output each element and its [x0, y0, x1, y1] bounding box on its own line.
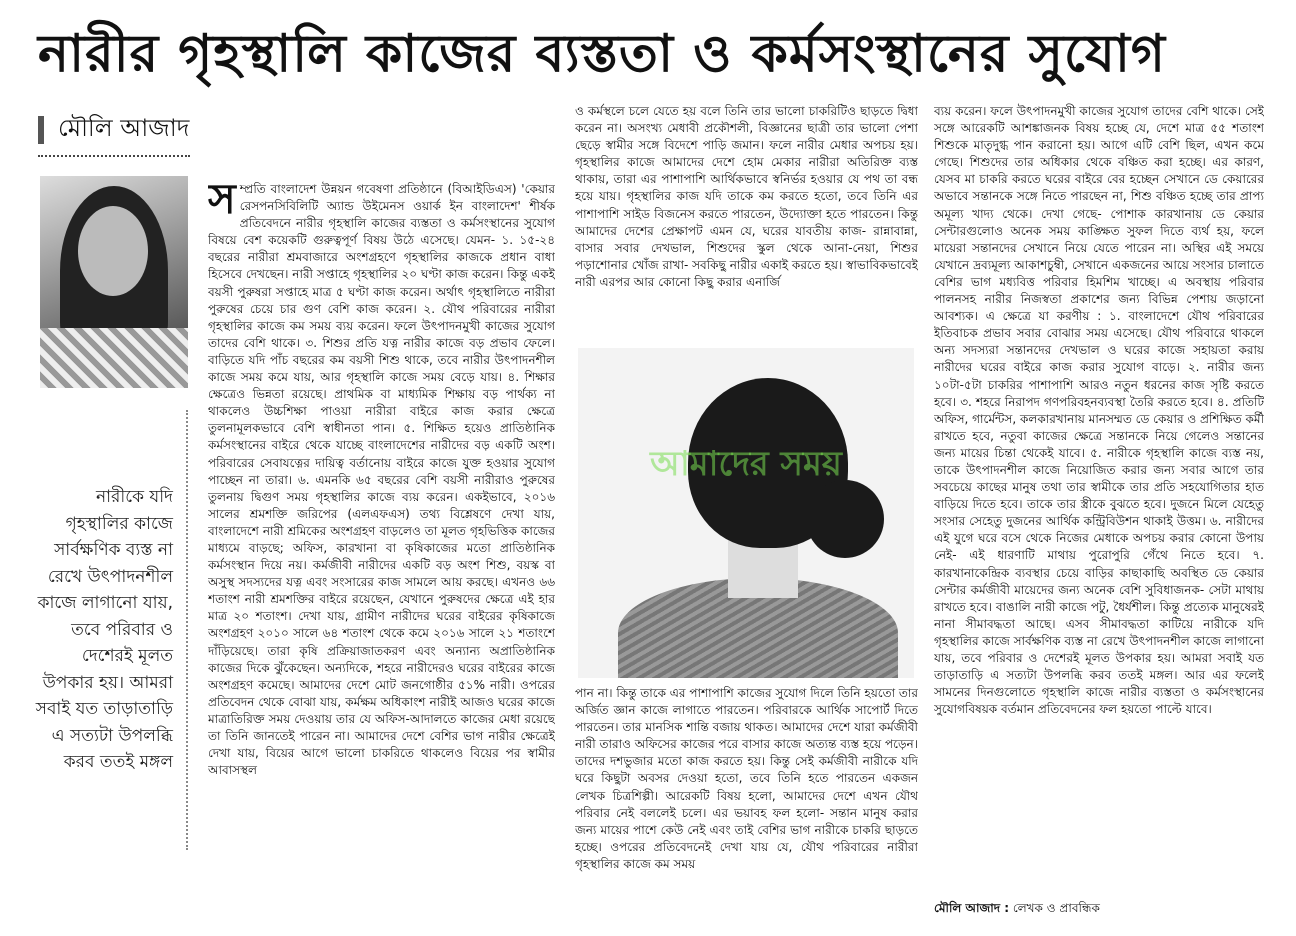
drop-cap: স — [208, 181, 236, 223]
article-text-1: ম্প্রতি বাংলাদেশ উন্নয়ন গবেষণা প্রতিষ্ঠানে (বিআইডিএস) 'কেয়ার রেসপনসিবিলিটি অ্যান্ড উইমেনস ওয়ার্ক ইন বাংলাদেশ' শীর্ষক প্রতিবেদনে নারীর গৃহস্থালি কাজের ব্যস্ততা ও কর্মসংস্থানের সুযোগ বিষয়ে বেশ কয়েকটি গুরুত্বপূর্ণ বিষয় উঠে এসেছে। যেমন- ১. ১৫-২৪ বছরের নারীরা শ্রমবাজারে অংশগ্রহণে গৃহস্থালির কাজকে প্রধান বাধা হিসেবে দেখছেন। নারী সপ্তাহে গৃহস্থালির ২০ ঘণ্টা কাজ করেন। কিন্তু একই বয়সী পুরুষরা সপ্তাহে মাত্র ৫ ঘণ্টা কাজ করেন। অর্থাৎ গৃহস্থালিতে নারীরা পুরুষের চেয়ে চার গুণ বেশি কাজ করেন। ২. যৌথ পরিবারের নারীরা গৃহস্থালির কাজে কম সময় ব্যয় করেন। ফলে উৎপাদনমুখী কাজের সুযোগ তাদের বেশি থাকে। ৩. শিশুর প্রতি যত্ন নারীর কাজে বড় প্রভাব ফেলে। বাড়িতে যদি পাঁচ বছরের কম বয়সী শিশু থাকে, তবে নারীর উৎপাদনশীল কাজে সময় কমে যায়, আর গৃহস্থালি কাজে সময় বেড়ে যায়। ৪. শিক্ষার ক্ষেত্রেও ভিন্নতা রয়েছে। প্রাথমিক বা মাধ্যমিক শিক্ষায় বড় পার্থক্য না থাকলেও উচ্চশিক্ষা পাওয়া নারীরা বাইরে কাজ করার ক্ষেত্রে তুলনামূলকভাবে বেশি স্বাধীনতা পান। ৫. শিক্ষিত হয়েও প্রাতিষ্ঠানিক কর্মসংস্থানের বাইরে থেকে যাচ্ছে বাংলাদেশের নারীদের বড় একটি অংশ। পরিবারের সেবাযত্নের দায়িত্ব বর্তানোয় বাইরে কাজে যুক্ত হওয়ার সুযোগ পাচ্ছেন না তারা। ৬. এমনকি ৬৫ বছরের বেশি বয়সী নারীরাও পুরুষের তুলনায় দ্বিগুণ সময় গৃহস্থালির কাজে ব্যয় করেন। একইভাবে, ২০১৬ সালের শ্রমশক্তি জরিপের (এলএফএস) তথ্য বিশ্লেষণে দেখা যায়, বাংলাদেশে নারী শ্রমিকের অংশগ্রহণ বাড়লেও তা মূলত গৃহভিত্তিক কাজের মাধ্যমে বাড়ছে; অফিস, কারখানা বা কৃষিকাজের মতো প্রাতিষ্ঠানিক কর্মসংস্থান দিয়ে নয়। কর্মজীবী নারীদের একটি বড় অংশ শিশু, বয়স্ক বা অসুস্থ সদস্যদের যত্ন এবং সংসারের কাজ সামলে আয় করছে। এখনও ৬৬ শতাংশ নারী শ্রমশক্তির বাইরে রয়েছেন, যেখানে পুরুষদের ক্ষেত্রে এই হার মাত্র ২০ শতাংশ। দেখা যায়, গ্রামীণ নারীদের ঘরের বাইরের কৃষিকাজে অংশগ্রহণ ২০১০ সালে ৬৪ শতাংশ থেকে কমে ২০১৬ সালে ২১ শতাংশে দাঁড়িয়েছে। তারা কৃষি প্রক্রিয়াজাতকরণ এবং অন্যান্য অপ্রাতিষ্ঠানিক কাজের দিকে ঝুঁকেছেন। অন্যদিকে, শহরে নারীদেরও ঘরের বাইরের কাজে অংশগ্রহণ কমেছে। আমাদের দেশে মোট জনগোষ্ঠীর ৫১% নারী। ওপরের প্রতিবেদন থেকে বোঝা যায়, কর্মক্ষম অধিকাংশ নারীই আজও ঘরের কাজে মাত্রাতিরিক্ত সময় দেওয়ায় তার যে অফিস-আদালতে কাজের মেধা রয়েছে তা তিনি জানতেই পারেন না। আমাদের দেশে বেশির ভাগ নারীর ক্ষেত্রেই দেখা যায়, বিয়ের আগে ভালো চাকরিতে থাকলেও বিয়ের পর স্বামীর আবাসস্থল — [208, 182, 555, 778]
pull-quote: নারীকে যদি গৃহস্থালির কাজে সার্বক্ষণিক ব্যস্ত না রেখে উৎপাদনশীল কাজে লাগানো যায়, তবে পরিবার ও দেশেরই মূলত উপকার হয়। আমরা সবাই যত তাড়াতাড়ি এ সত্যটা উপলব্ধি করব ততই মঙ্গল — [35, 487, 173, 772]
byline-author: মৌলি আজাদ — [58, 114, 190, 142]
article-text-2a: ও কর্মস্থলে চলে যেতে হয় বলে তিনি তার ভালো চাকরিটিও ছাড়তে দ্বিধা করেন না। অসংখ্য মেধাবী প্রকৌশলী, বিজ্ঞানের ছাত্রী তার ভালো পেশা ছেড়ে স্বামীর সঙ্গে বিদেশে পাড়ি জমান। ফলে নারীর মেধার অপচয় হয়। গৃহস্থালির কাজে আমাদের দেশে হোম মেকার নারীরা অতিরিক্ত ব্যস্ত থাকায়, তারা এর পাশাপাশি আর্থিকভাবে স্বনির্ভর হওয়ার যে পথ তা বন্ধ হয়ে যায়। গৃহস্থালির কাজ যদি তাকে কম করতে হতো, তবে তিনি এর পাশাপাশি সাইড বিজনেস করতে পারতেন, উদ্যোক্তা হতে পারতেন। কিন্তু আমাদের দেশের প্রেক্ষাপট এমন যে, ঘরের যাবতীয় কাজ- রান্নাবান্না, বাসার সবার দেখভাল, শিশুদের স্কুল থেকে আনা-নেয়া, শিশুর পড়াশোনার খোঁজ রাখা- সবকিছু নারীর একাই করতে হয়। স্বাভাবিকভাবেই নারী এরপর আর কোনো কিছু করার এনার্জি — [575, 104, 918, 289]
watermark: আমাদের সময় — [650, 444, 842, 484]
divider — [38, 155, 190, 157]
article-column-1 — [208, 181, 555, 931]
author-note-role: লেখক ও প্রাবন্ধিক — [1012, 901, 1100, 915]
pull-quote-border — [186, 410, 188, 850]
headline: নারীর গৃহস্থালি কাজের ব্যস্ততা ও কর্মসংস্থানের সুযোগ — [38, 24, 1166, 84]
author-note — [934, 900, 1100, 920]
illustration — [578, 348, 914, 678]
article-text-3: ব্যয় করেন। ফলে উৎপাদনমুখী কাজের সুযোগ তাদের বেশি থাকে। সেই সঙ্গে আরেকটি আশঙ্কাজনক বিষয় হচ্ছে যে, দেশে মাত্র ৫৫ শতাংশ শিশুকে মাতৃদুগ্ধ পান করানো হয়। আগে এটি বেশি ছিল, এখন কমে গেছে। শিশুদের তার অধিকার থেকে বঞ্চিত করা হচ্ছে। এর কারণ, যেসব মা চাকরি করতে ঘরের বাইরে বের হচ্ছেন সেখানে ডে কেয়ারের অভাবে সন্তানকে সঙ্গে নিতে পারছেন না, শিশু বঞ্চিত হচ্ছে তার প্রাপ্য অমূল্য খাদ্য থেকে। দেখা গেছে- পোশাক কারখানায় ডে কেয়ার সেন্টারগুলোও অনেক সময় কাঙ্ক্ষিত সুফল দিতে ব্যর্থ হয়, ফলে মায়েরা সন্তানদের সেখানে নিয়ে যেতে পারেন না। অস্থির এই সময়ে যেখানে দ্রব্যমূল্য আকাশচুম্বী, সেখানে একজনের আয়ে সংসার চালাতে বেশির ভাগ মধ্যবিত্ত পরিবার হিমশিম খাচ্ছে। এ অবস্থায় পরিবার পালনসহ নারীর নিজস্বতা প্রকাশের জন্য বিভিন্ন পেশায় জড়ানো আবশ্যক। এ ক্ষেত্রে যা করণীয় : ১. বাংলাদেশে যৌথ পরিবারের ইতিবাচক প্রভাব সবার বোঝার সময় এসেছে। যৌথ পরিবারে থাকলে অন্য সদস্যরা সন্তানদের দেখভাল ও ঘরের কাজে সহায়তা করায় নারীদের ঘরের বাইরে কাজ করার সুযোগ বাড়ে। ২. নারীর জন্য ১০টা-৫টা চাকরির পাশাপাশি আরও নতুন ধরনের কাজ সৃষ্টি করতে হবে। ৩. শহরে নিরাপদ গণপরিবহনব্যবস্থা তৈরি করতে হবে। ৪. প্রতিটি অফিস, গার্মেন্টস, কলকারখানায় মানসম্মত ডে কেয়ার ও প্রশিক্ষিত কর্মী রাখতে হবে, নতুবা কাজের ক্ষেত্রে সন্তানকে নিয়ে গেলেও সন্তানের জন্য মায়ের চিন্তা থেকেই যাবে। ৫. নারীকে গৃহস্থালি কাজে ব্যস্ত নয়, তাকে উৎপাদনশীল কাজে নিয়োজিত করার জন্য সবার আগে তার সবচেয়ে কাছের মানুষ তথা তার স্বামীকে তার প্রতি সহযোগিতার হাত বাড়িয়ে দিতে হবে। তাকে তার স্ত্রীকে বুঝতে হবে। দুজনে মিলে যেহেতু সংসার সেহেতু দুজনের আর্থিক কন্ট্রিবিউশন থাকাই উত্তম। ৬. নারীদের এই যুগে ঘরে বসে থেকে নিজের মেধাকে অপচয় করার কোনো উপায় নেই- এই ধারণাটি মাথায় পুরোপুরি গেঁথে নিতে হবে। ৭. কারখানাকেন্দ্রিক ব্যবস্থার চেয়ে বাড়ির কাছাকাছি অবস্থিত ডে কেয়ার সেন্টার কর্মজীবী মায়েদের জন্য অনেক বেশি সুবিধাজনক- সেটা মাথায় রাখতে হবে। বাঙালি নারী কাজে পটু, ধৈর্যশীল। কিন্তু প্রত্যেক মানুষেরই নানা সীমাবদ্ধতা আছে। এসব সীমাবদ্ধতা কাটিয়ে নারীকে যদি গৃহস্থালির কাজে সার্বক্ষণিক ব্যস্ত না রেখে উৎপাদনশীল কাজে লাগানো যায়, তবে পরিবার ও দেশেরই মূলত উপকার হয়। আমরা সবাই যত তাড়াতাড়ি এ সত্যটা উপলব্ধি করব ততই মঙ্গল। আর এর ফলেই সামনের দিনগুলোতে গৃহস্থালি কাজে নারীর ব্যস্ততা ও কর্মসংস্থানের সুযোগবিষয়ক বর্তমান প্রতিবেদনের ফল হয়তো পাল্টে যাবে। — [934, 104, 1264, 717]
author-note-name: মৌলি আজাদ : — [934, 901, 1010, 915]
byline — [38, 110, 189, 150]
article-column-2-top — [575, 103, 918, 339]
byline-bar — [38, 116, 44, 144]
author-photo — [40, 176, 188, 388]
article-column-3 — [934, 103, 1264, 893]
article-column-2-bottom — [575, 685, 918, 905]
article-text-2b: পান না। কিন্তু তাকে এর পাশাপাশি কাজের সুযোগ দিলে তিনি হয়তো তার অর্জিত জ্ঞান কাজে লাগাতে পারতেন। পরিবারকে আর্থিক সাপোর্ট দিতে পারতেন। তার মানসিক শান্তি বজায় থাকত। আমাদের দেশে যারা কর্মজীবী নারী তারাও অফিসের কাজের পরে বাসার কাজে অত্যন্ত ব্যস্ত হয়ে পড়েন। তাদের দশভুজার মতো কাজ করতে হয়। কিন্তু সেই কর্মজীবী নারীকে যদি ঘরে কিছুটা অবসর দেওয়া হতো, তবে তিনি হতে পারতেন একজন লেখক চিত্রশিল্পী। আরেকটি বিষয় হলো, আমাদের দেশে এখন যৌথ পরিবার নেই বললেই চলে। এর ভয়াবহ ফল হলো- সন্তান মানুষ করার জন্য মায়ের পাশে কেউ নেই এবং তাই বেশির ভাগ নারীকে চাকরি ছাড়তে হচ্ছে। ওপরের প্রতিবেদনেই দেখা যায় যে, যৌথ পরিবারের নারীরা গৃহস্থালির কাজে কম সময় — [575, 686, 918, 871]
